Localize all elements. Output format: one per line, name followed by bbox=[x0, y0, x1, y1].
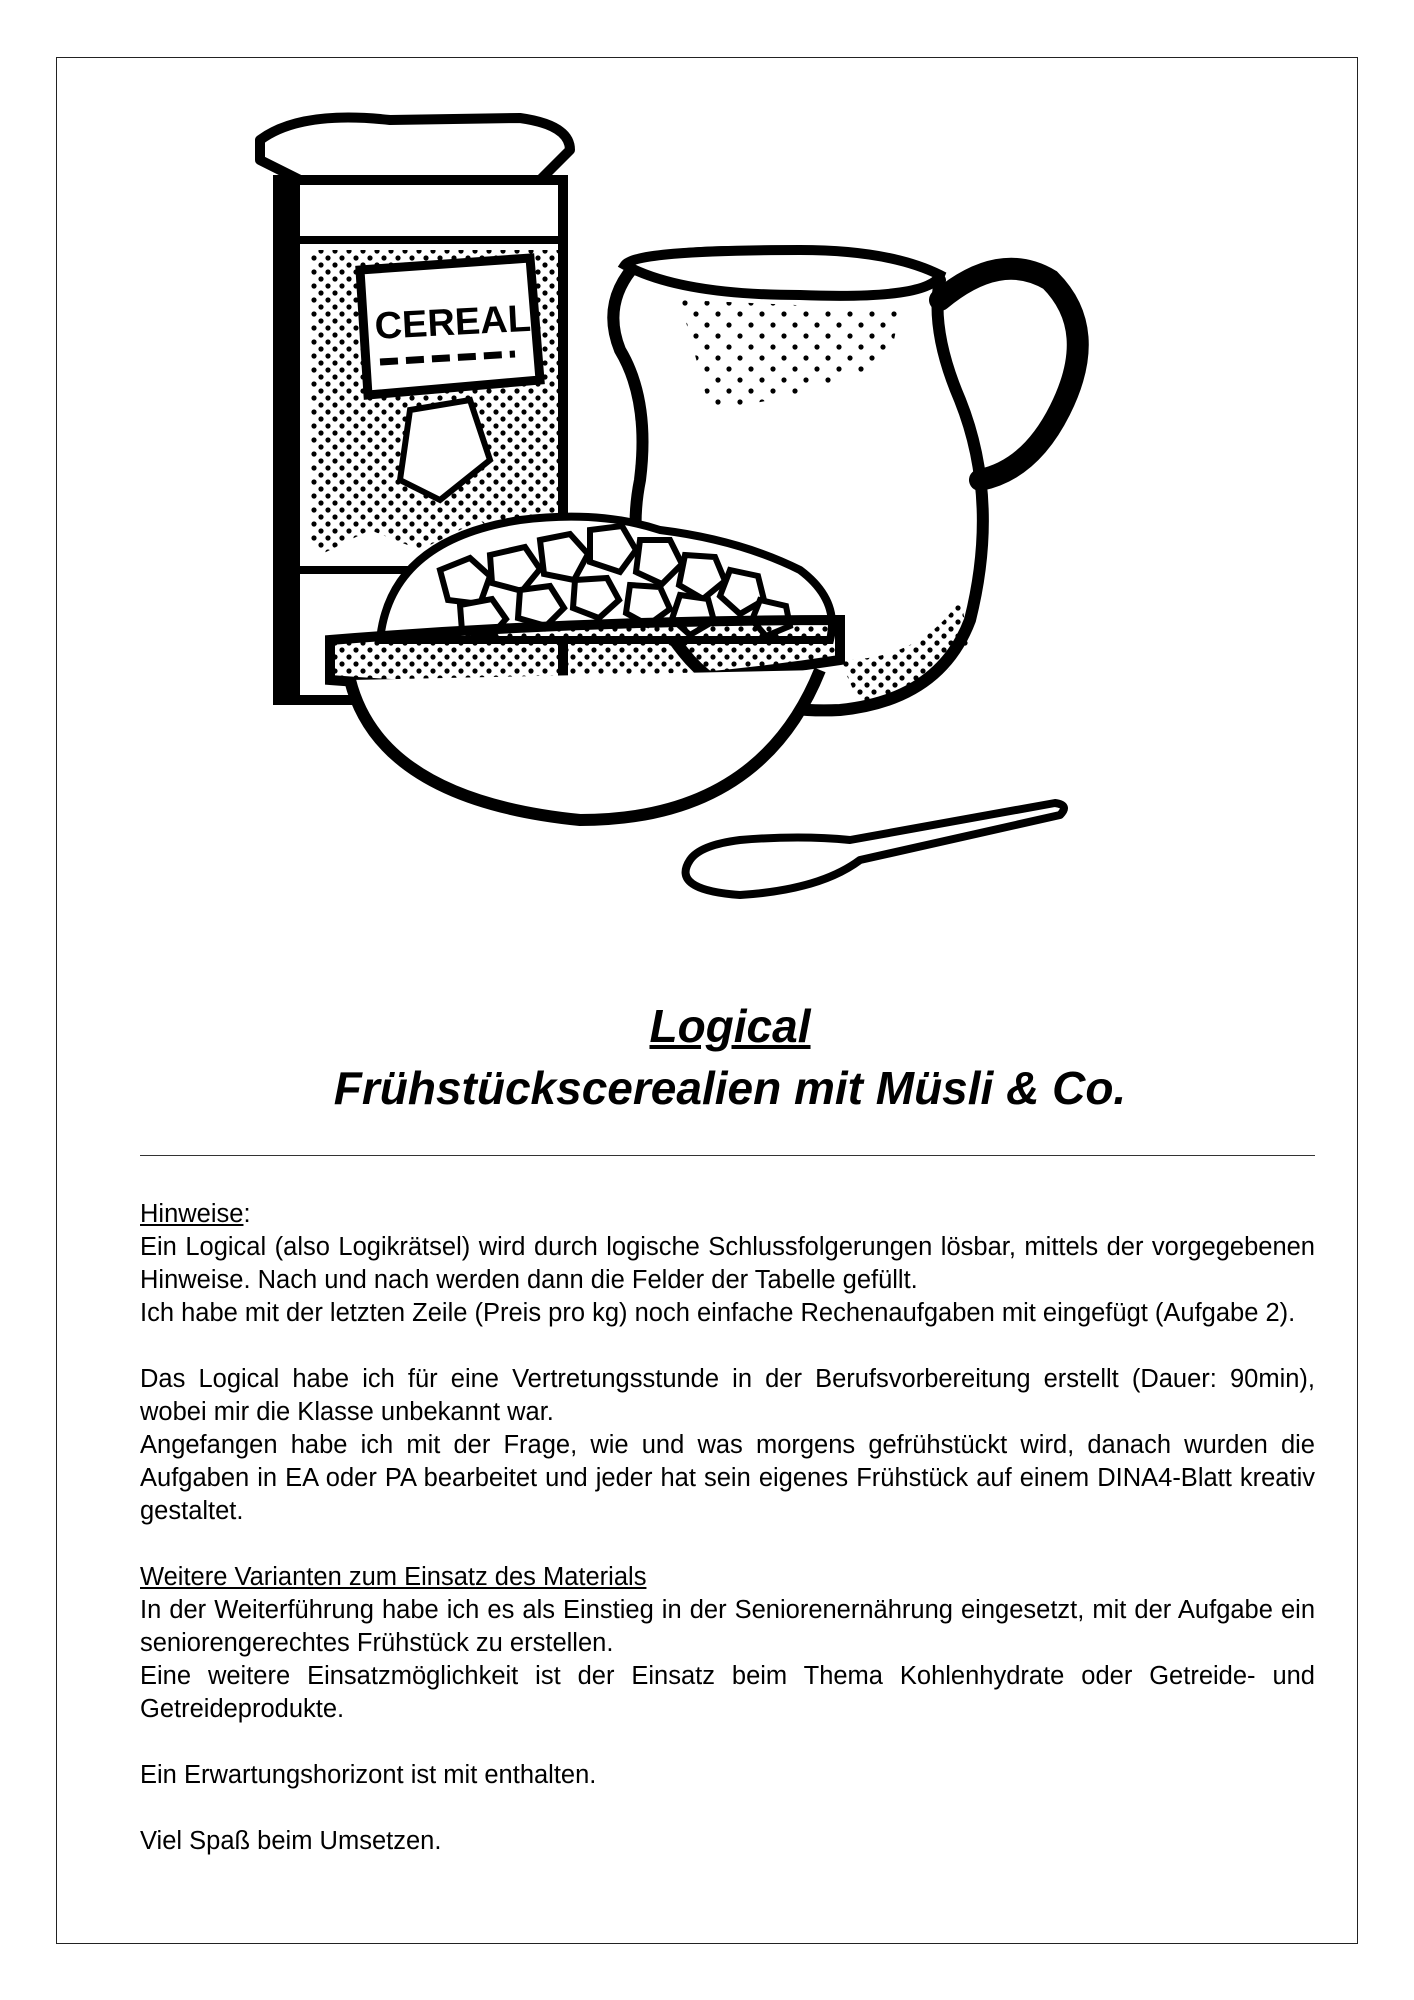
hints-paragraph-1: Ein Logical (also Logikrätsel) wird durch logische Schlussfolgerungen lösbar, mittels der vorgegebenen Hinweise. Nach und nach werden dann die Felder der Tabelle gefüllt. bbox=[140, 1233, 1315, 1294]
variants-paragraph-1: In der Weiterführung habe ich es als Einstieg in der Seniorenernährung eingesetzt, mit der Aufgabe ein seniorengerechtes Frühstück zu erstellen. bbox=[140, 1596, 1315, 1657]
hints-paragraph-2: Ich habe mit der letzten Zeile (Preis pro kg) noch einfache Rechenaufgaben mit eingefügt (Aufgabe 2). bbox=[140, 1299, 1296, 1327]
variants-heading: Weitere Varianten zum Einsatz des Materials bbox=[140, 1563, 647, 1591]
title-subtitle: Frühstückscerealien mit Müsli & Co. bbox=[333, 1062, 1127, 1114]
hints-heading-colon: : bbox=[243, 1200, 251, 1228]
hints-heading bbox=[140, 1198, 1315, 1231]
hints-heading-label: Hinweise bbox=[140, 1200, 244, 1228]
hints-paragraph-3: Das Logical habe ich für eine Vertretungsstunde in der Berufsvorbereitung erstellt (Dauer: 90min), wobei mir die Klasse unbekannt war. bbox=[140, 1365, 1315, 1426]
title-logical: Logical bbox=[649, 1000, 811, 1052]
hints-paragraph-4: Angefangen habe ich mit der Frage, wie und was morgens gefrühstückt wird, danach wurden die Aufgaben in EA oder PA bearbeitet und jeder hat sein eigenes Frühstück auf einem DINA4-Blatt kreativ gestaltet. bbox=[140, 1431, 1315, 1525]
divider bbox=[140, 1155, 1315, 1156]
spoon-icon bbox=[686, 803, 1064, 895]
closing-paragraph-1: Ein Erwartungshorizont ist mit enthalten. bbox=[140, 1761, 597, 1789]
cereal-box-label: CEREAL bbox=[373, 297, 532, 348]
document-title bbox=[140, 995, 1320, 1119]
cereal-breakfast-illustration bbox=[240, 100, 1210, 900]
closing-paragraph-2: Viel Spaß beim Umsetzen. bbox=[140, 1827, 442, 1855]
variants-paragraph-2: Eine weitere Einsatzmöglichkeit ist der Einsatz beim Thema Kohlenhydrate oder Getreide- und Getreideprodukte. bbox=[140, 1662, 1315, 1723]
body-text bbox=[140, 1198, 1315, 1858]
